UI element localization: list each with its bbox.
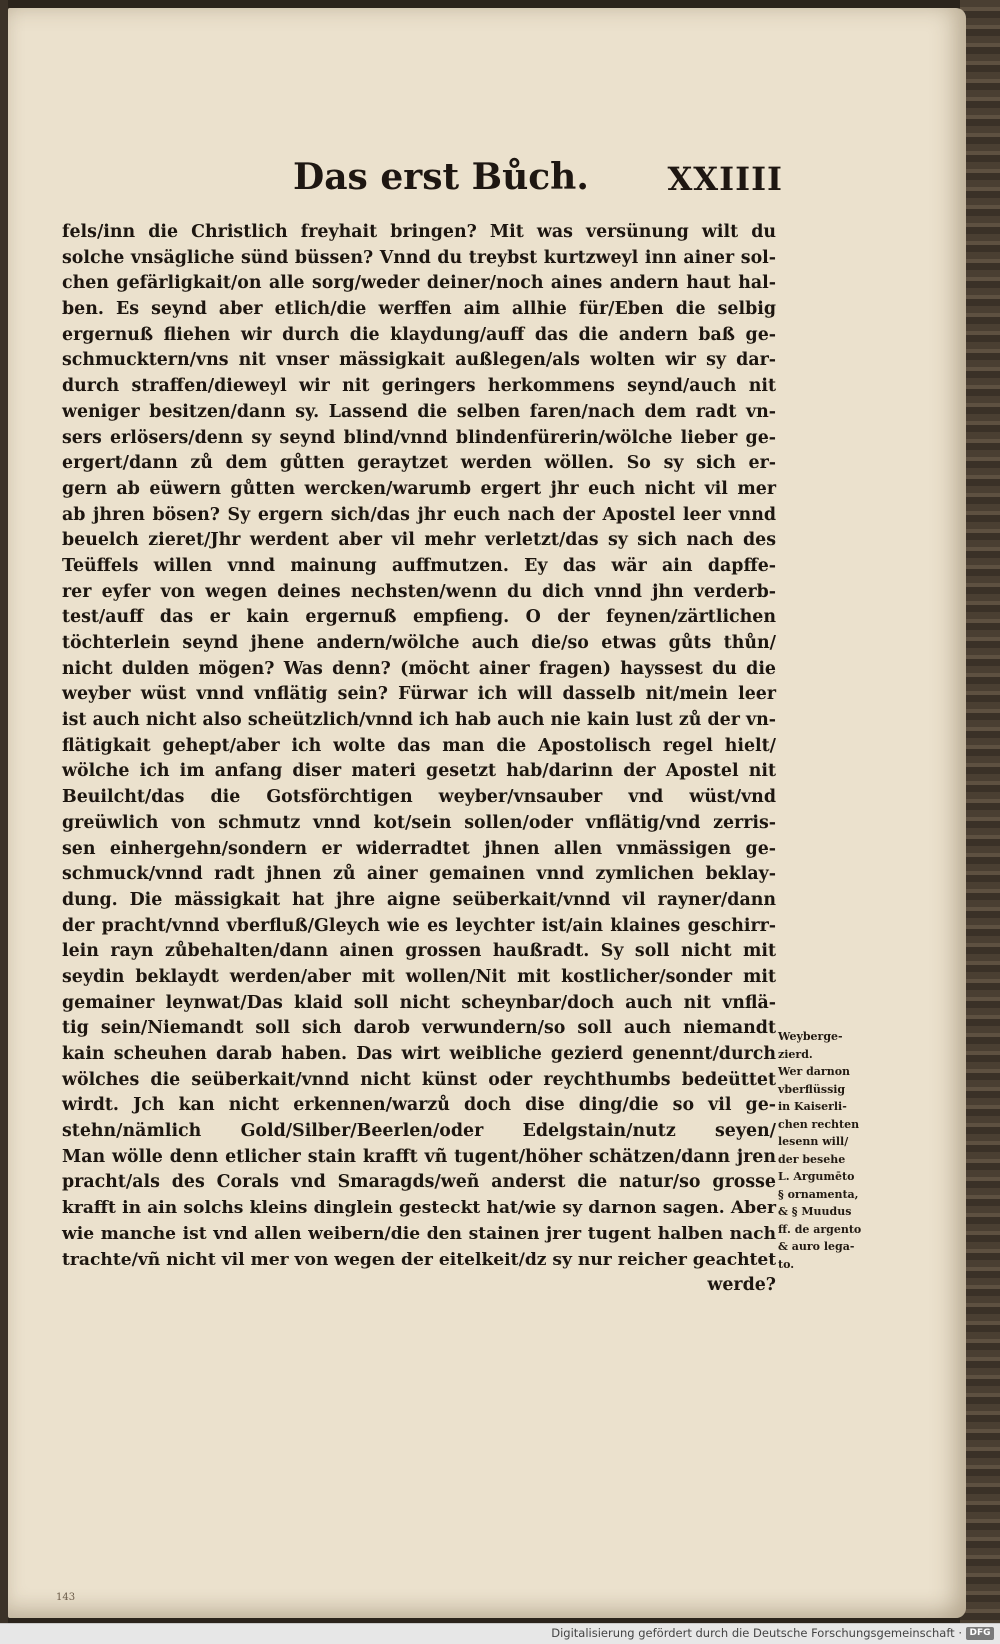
text-line: ergernuß fliehen wir durch die klaydung/auff das die andern baß ge- [62,324,776,345]
text-line: sers erlösers/denn sy seynd blind/vnnd blindenfürerin/wölche lieber ge- [62,427,776,448]
margin-note-line: & auro lega- [778,1240,855,1253]
text-line: lein rayn zůbehalten/dann ainen grossen haußradt. Sy soll nicht mit [62,941,776,962]
text-line: weyber wüst vnnd vnflätig sein? Fürwar ich will dasselb nit/mein leer [62,684,776,705]
text-line: sen einhergehn/sondern er widerradtet jhnen allen vnmässigen ge- [62,838,776,859]
text-line: flätigkait gehept/aber ich wolte das man die Apostolisch regel hielt/ [62,735,776,756]
text-line: dung. Die mässigkait hat jhre aigne seüberkait/vnnd vil rayner/dann [62,889,776,910]
folio-number: XXIIII [667,160,783,198]
margin-note-line: L. Argumēto [778,1170,855,1183]
text-line: weniger besitzen/dann sy. Lassend die selben faren/nach dem radt vn- [62,401,776,422]
main-text-block [62,220,776,1299]
text-line: ergert/dann zů dem gůtten geraytzet werden wöllen. So sy sich er- [62,453,776,474]
margin-note-line: vberflüssig [778,1082,846,1096]
text-line: greüwlich von schmutz vnnd kot/sein sollen/oder vnflätig/vnd zerris- [62,812,776,833]
margin-note-line: der besehe [778,1152,846,1166]
text-line: test/auff das er kain ergernuß empfieng. O der feynen/zärtlichen [62,607,776,628]
margin-note-line: to. [778,1257,795,1271]
text-line: tig sein/Niemandt soll sich darob verwundern/so soll auch niemandt [62,1018,776,1039]
text-line: trachte/vñ nicht vil mer von wegen der eitelkeit/dz sy nur reicher geachtet [62,1249,777,1270]
footer-bar [0,1623,1000,1644]
dfg-logo-icon: DFG [966,1627,994,1640]
book-page [8,8,966,1618]
margin-note-line: & § Muudus [778,1205,852,1218]
text-line: wie manche ist vnd allen weibern/die den stainen jrer tugent halben nach [62,1223,776,1244]
text-line: kain scheuhen darab haben. Das wirt weibliche gezierd genennt/durch [62,1044,776,1064]
margin-note-line: lesenn will/ [778,1135,849,1148]
margin-note-line: zierd. [778,1047,813,1061]
text-line: nicht dulden mögen? Was denn? (möcht ainer fragen) hayssest du die [62,658,776,679]
running-header [293,156,783,216]
text-line: rer eyfer von wegen deines nechsten/wenn du dich vnnd jhn verderb- [62,581,776,602]
text-line: ist auch nicht also scheützlich/vnnd ich hab auch nie kain lust zů der vn- [62,710,776,731]
text-line: beuelch zieret/Jhr werdent aber vil mehr verletzt/das sy sich nach des [62,530,776,551]
text-line: gemainer leynwat/Das klaid soll nicht scheynbar/doch auch nit vnflä- [62,992,776,1013]
text-line: Man wölle denn etlicher stain krafft vñ tugent/höher schätzen/dann jren [62,1146,776,1167]
page-edge [0,0,8,1643]
text-line: krafft in ain solchs kleins dinglein gesteckt hat/wie sy darnon sagen. Aber [62,1198,776,1219]
margin-note-line: Weyberge- [778,1030,843,1043]
text-line: gern ab eüwern gůtten wercken/warumb ergert jhr euch nicht vil mer [62,478,776,499]
text-line: wirdt. Jch kan nicht erkennen/warzů doch dise ding/die so vil ge- [62,1095,776,1116]
footer-credit: Digitalisierung gefördert durch die Deutsche Forschungsgemeinschaft · [551,1626,962,1640]
text-line: fels/inn die Christlich freyhait bringen? Mit was versünung wilt du [62,222,776,242]
text-line: der pracht/vnnd vberfluß/Gleych wie es leychter ist/ain klaines geschirr- [62,915,776,936]
book-spine [960,0,1000,1643]
text-line: schmuck/vnnd radt jhnen zů ainer gemainen vnnd zymlichen beklay- [62,864,776,885]
text-line: Teüffels willen vnnd mainung auffmutzen. Ey das wär ain dapffe- [62,555,776,576]
margin-note-line: Wer darnon [778,1065,851,1078]
text-line: wölche ich im anfang diser materi gesetzt hab/darinn der Apostel nit [62,761,776,782]
text-line: werde? [707,1275,776,1296]
text-line: schmucktern/vns nit vnser mässigkait außlegen/als wolten wir sy dar- [62,350,776,371]
signature-mark: 143 [56,1592,76,1603]
text-line: Beuilcht/das die Gotsförchtigen weyber/vnsauber vnd wüst/vnd [62,787,776,808]
text-line: töchterlein seynd jhene andern/wölche auch die/so etwas gůts thůn/ [62,633,776,653]
marginal-notes [778,1028,878,1273]
margin-note-line: ff. de argento [778,1222,862,1236]
book-title: Das erst Bůch. [293,156,589,198]
text-line: pracht/als des Corals vnd Smaragds/weñ anderst die natur/so grosse [62,1172,776,1193]
text-line: solche vnsägliche sünd büssen? Vnnd du treybst kurtzweyl inn ainer sol- [62,247,776,268]
margin-note-line: in Kaiserli- [778,1100,847,1113]
margin-note-line: chen rechten [778,1117,860,1131]
text-line: chen gefärligkait/on alle sorg/weder deiner/noch aines andern haut hal- [62,273,776,294]
text-line: ab jhren bösen? Sy ergern sich/das jhr euch nach der Apostel leer vnnd [62,504,776,525]
text-line: durch straffen/dieweyl wir nit geringers herkommens seynd/auch nit [62,376,776,397]
margin-note-line: § ornamenta, [778,1187,859,1201]
text-line: stehn/nämlich Gold/Silber/Beerlen/oder Edelgstain/nutz seyen/ [62,1121,776,1142]
text-line: wölches die seüberkait/vnnd nicht künst oder reychthumbs bedeüttet [62,1069,776,1090]
text-line: seydin beklaydt werden/aber mit wollen/Nit mit kostlicher/sonder mit [62,966,776,987]
text-line: ben. Es seynd aber etlich/die werffen aim allhie für/Eben die selbig [62,299,776,320]
